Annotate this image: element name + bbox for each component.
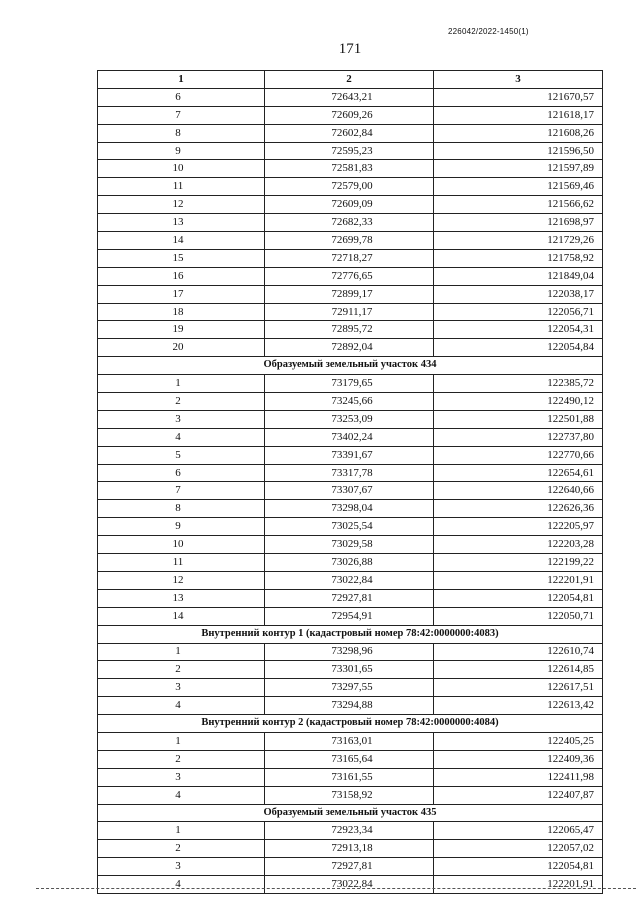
section-header-row [98, 625, 603, 643]
point-number-cell: 9 [98, 142, 265, 160]
table-row [98, 500, 603, 518]
column-header-y: 3 [434, 71, 603, 89]
x-coordinate-cell: 72927,81 [265, 589, 434, 607]
table-row [98, 428, 603, 446]
point-number-cell: 4 [98, 876, 265, 894]
y-coordinate-cell: 121729,26 [434, 232, 603, 250]
x-coordinate-cell: 73025,54 [265, 518, 434, 536]
point-number-cell: 1 [98, 822, 265, 840]
point-number-cell: 16 [98, 267, 265, 285]
page-bottom-divider [36, 888, 636, 889]
y-coordinate-cell: 122737,80 [434, 428, 603, 446]
point-number-cell: 2 [98, 661, 265, 679]
y-coordinate-cell: 122054,81 [434, 858, 603, 876]
x-coordinate-cell: 72581,83 [265, 160, 434, 178]
y-coordinate-cell: 122770,66 [434, 446, 603, 464]
y-coordinate-cell: 122407,87 [434, 786, 603, 804]
point-number-cell: 2 [98, 840, 265, 858]
point-number-cell: 12 [98, 196, 265, 214]
table-row [98, 554, 603, 572]
y-coordinate-cell: 122065,47 [434, 822, 603, 840]
point-number-cell: 1 [98, 643, 265, 661]
y-coordinate-cell: 121569,46 [434, 178, 603, 196]
table-row [98, 249, 603, 267]
y-coordinate-cell: 122054,84 [434, 339, 603, 357]
table-row [98, 375, 603, 393]
point-number-cell: 15 [98, 249, 265, 267]
x-coordinate-cell: 73245,66 [265, 393, 434, 411]
y-coordinate-cell: 121608,26 [434, 124, 603, 142]
y-coordinate-cell: 122626,36 [434, 500, 603, 518]
section-title: Образуемый земельный участок 434 [98, 357, 603, 375]
section-title: Внутренний контур 1 (кадастровый номер 78:42:0000000:4083) [98, 625, 603, 643]
section-header-row [98, 804, 603, 822]
column-header-x: 2 [265, 71, 434, 89]
x-coordinate-cell: 73294,88 [265, 697, 434, 715]
point-number-cell: 3 [98, 410, 265, 428]
section-header-row [98, 715, 603, 733]
table-row [98, 88, 603, 106]
y-coordinate-cell: 121698,97 [434, 214, 603, 232]
x-coordinate-cell: 72911,17 [265, 303, 434, 321]
table-row [98, 339, 603, 357]
x-coordinate-cell: 73022,84 [265, 876, 434, 894]
table-row [98, 589, 603, 607]
x-coordinate-cell: 72579,00 [265, 178, 434, 196]
y-coordinate-cell: 122201,91 [434, 876, 603, 894]
table-row [98, 267, 603, 285]
table-row [98, 464, 603, 482]
table-row [98, 285, 603, 303]
point-number-cell: 20 [98, 339, 265, 357]
x-coordinate-cell: 73317,78 [265, 464, 434, 482]
x-coordinate-cell: 72718,27 [265, 249, 434, 267]
x-coordinate-cell: 72913,18 [265, 840, 434, 858]
table-row [98, 393, 603, 411]
y-coordinate-cell: 122654,61 [434, 464, 603, 482]
table-row [98, 196, 603, 214]
x-coordinate-cell: 73391,67 [265, 446, 434, 464]
x-coordinate-cell: 72643,21 [265, 88, 434, 106]
table-row [98, 607, 603, 625]
x-coordinate-cell: 72923,34 [265, 822, 434, 840]
x-coordinate-cell: 72927,81 [265, 858, 434, 876]
table-row [98, 876, 603, 894]
point-number-cell: 13 [98, 214, 265, 232]
y-coordinate-cell: 122617,51 [434, 679, 603, 697]
point-number-cell: 18 [98, 303, 265, 321]
point-number-cell: 1 [98, 375, 265, 393]
y-coordinate-cell: 122057,02 [434, 840, 603, 858]
y-coordinate-cell: 122038,17 [434, 285, 603, 303]
x-coordinate-cell: 73301,65 [265, 661, 434, 679]
section-title: Образуемый земельный участок 435 [98, 804, 603, 822]
point-number-cell: 4 [98, 428, 265, 446]
x-coordinate-cell: 73026,88 [265, 554, 434, 572]
point-number-cell: 6 [98, 464, 265, 482]
y-coordinate-cell: 122405,25 [434, 732, 603, 750]
x-coordinate-cell: 73298,04 [265, 500, 434, 518]
y-coordinate-cell: 122050,71 [434, 607, 603, 625]
table-row [98, 840, 603, 858]
point-number-cell: 4 [98, 697, 265, 715]
table-row [98, 321, 603, 339]
point-number-cell: 3 [98, 768, 265, 786]
table-row [98, 142, 603, 160]
x-coordinate-cell: 73307,67 [265, 482, 434, 500]
table-header-row [98, 71, 603, 89]
table-row [98, 178, 603, 196]
x-coordinate-cell: 73161,55 [265, 768, 434, 786]
point-number-cell: 6 [98, 88, 265, 106]
x-coordinate-cell: 73022,84 [265, 571, 434, 589]
y-coordinate-cell: 122203,28 [434, 536, 603, 554]
point-number-cell: 14 [98, 607, 265, 625]
x-coordinate-cell: 72954,91 [265, 607, 434, 625]
point-number-cell: 19 [98, 321, 265, 339]
point-number-cell: 11 [98, 178, 265, 196]
y-coordinate-cell: 122640,66 [434, 482, 603, 500]
point-number-cell: 7 [98, 482, 265, 500]
point-number-cell: 8 [98, 500, 265, 518]
y-coordinate-cell: 121596,50 [434, 142, 603, 160]
x-coordinate-cell: 73298,96 [265, 643, 434, 661]
point-number-cell: 10 [98, 160, 265, 178]
point-number-cell: 7 [98, 106, 265, 124]
table-row [98, 822, 603, 840]
x-coordinate-cell: 72682,33 [265, 214, 434, 232]
x-coordinate-cell: 73253,09 [265, 410, 434, 428]
table-body [98, 88, 603, 893]
section-header-row [98, 357, 603, 375]
x-coordinate-cell: 72595,23 [265, 142, 434, 160]
x-coordinate-cell: 72899,17 [265, 285, 434, 303]
x-coordinate-cell: 73402,24 [265, 428, 434, 446]
point-number-cell: 14 [98, 232, 265, 250]
y-coordinate-cell: 122385,72 [434, 375, 603, 393]
table-row [98, 124, 603, 142]
x-coordinate-cell: 72699,78 [265, 232, 434, 250]
point-number-cell: 2 [98, 393, 265, 411]
point-number-cell: 8 [98, 124, 265, 142]
point-number-cell: 2 [98, 750, 265, 768]
x-coordinate-cell: 72609,26 [265, 106, 434, 124]
y-coordinate-cell: 122490,12 [434, 393, 603, 411]
table-row [98, 518, 603, 536]
x-coordinate-cell: 73158,92 [265, 786, 434, 804]
y-coordinate-cell: 122409,36 [434, 750, 603, 768]
y-coordinate-cell: 122411,98 [434, 768, 603, 786]
x-coordinate-cell: 72776,65 [265, 267, 434, 285]
x-coordinate-cell: 72895,72 [265, 321, 434, 339]
table-row [98, 446, 603, 464]
table-row [98, 697, 603, 715]
coordinates-table [97, 70, 603, 894]
table-row [98, 571, 603, 589]
point-number-cell: 3 [98, 679, 265, 697]
point-number-cell: 4 [98, 786, 265, 804]
document-id: 226042/2022-1450(1) [448, 27, 529, 36]
table-row [98, 679, 603, 697]
table-row [98, 160, 603, 178]
point-number-cell: 5 [98, 446, 265, 464]
column-header-point-number: 1 [98, 71, 265, 89]
y-coordinate-cell: 122199,22 [434, 554, 603, 572]
x-coordinate-cell: 73029,58 [265, 536, 434, 554]
y-coordinate-cell: 122614,85 [434, 661, 603, 679]
y-coordinate-cell: 121849,04 [434, 267, 603, 285]
x-coordinate-cell: 72892,04 [265, 339, 434, 357]
y-coordinate-cell: 122501,88 [434, 410, 603, 428]
y-coordinate-cell: 121597,89 [434, 160, 603, 178]
y-coordinate-cell: 122201,91 [434, 571, 603, 589]
y-coordinate-cell: 121618,17 [434, 106, 603, 124]
table-row [98, 643, 603, 661]
point-number-cell: 1 [98, 732, 265, 750]
table-row [98, 232, 603, 250]
table-row [98, 786, 603, 804]
y-coordinate-cell: 121670,57 [434, 88, 603, 106]
x-coordinate-cell: 73165,64 [265, 750, 434, 768]
table-row [98, 410, 603, 428]
table-row [98, 536, 603, 554]
x-coordinate-cell: 72602,84 [265, 124, 434, 142]
point-number-cell: 10 [98, 536, 265, 554]
y-coordinate-cell: 122054,31 [434, 321, 603, 339]
x-coordinate-cell: 73297,55 [265, 679, 434, 697]
y-coordinate-cell: 121566,62 [434, 196, 603, 214]
y-coordinate-cell: 122610,74 [434, 643, 603, 661]
x-coordinate-cell: 73179,65 [265, 375, 434, 393]
table-row [98, 750, 603, 768]
point-number-cell: 9 [98, 518, 265, 536]
point-number-cell: 13 [98, 589, 265, 607]
table-row [98, 858, 603, 876]
y-coordinate-cell: 122054,81 [434, 589, 603, 607]
point-number-cell: 12 [98, 571, 265, 589]
point-number-cell: 17 [98, 285, 265, 303]
x-coordinate-cell: 73163,01 [265, 732, 434, 750]
table-row [98, 214, 603, 232]
y-coordinate-cell: 121758,92 [434, 249, 603, 267]
table-row [98, 303, 603, 321]
point-number-cell: 3 [98, 858, 265, 876]
table-row [98, 768, 603, 786]
section-title: Внутренний контур 2 (кадастровый номер 78:42:0000000:4084) [98, 715, 603, 733]
table-row [98, 482, 603, 500]
table-row [98, 106, 603, 124]
table-row [98, 661, 603, 679]
table-row [98, 732, 603, 750]
page-number: 171 [338, 41, 362, 57]
y-coordinate-cell: 122613,42 [434, 697, 603, 715]
x-coordinate-cell: 72609,09 [265, 196, 434, 214]
y-coordinate-cell: 122205,97 [434, 518, 603, 536]
y-coordinate-cell: 122056,71 [434, 303, 603, 321]
point-number-cell: 11 [98, 554, 265, 572]
